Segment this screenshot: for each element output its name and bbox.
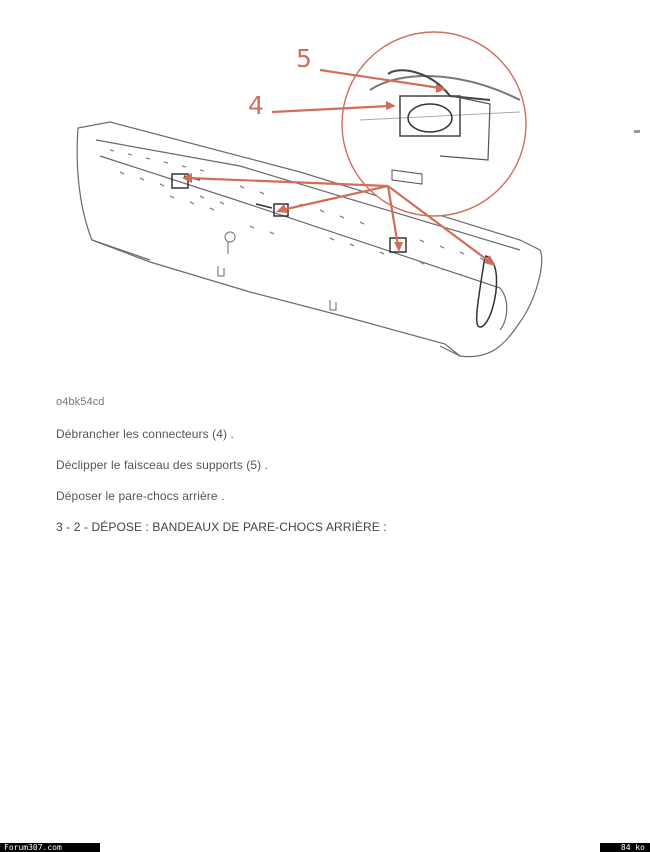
callout-4: 4 [248,91,264,120]
figure-reference: o4bk54cd [56,396,105,408]
scan-mark [634,130,640,133]
instruction-disconnect: Débrancher les connecteurs (4) . [56,427,234,441]
mounting-tabs [218,232,336,310]
section-heading: 3 - 2 - DÉPOSE : BANDEAUX DE PARE-CHOCS ARRIÈRE : [56,520,387,534]
bumper-diagram [0,0,650,380]
instruction-remove: Déposer le pare-chocs arrière . [56,489,225,503]
footer-size-label: 84 ko [600,843,650,852]
callout-5: 5 [296,44,312,73]
harness-loop [477,256,497,327]
instruction-unclip: Déclipper le faisceau des supports (5) . [56,458,269,472]
footer-site-label: Forum307.com [0,843,100,852]
detail-circle [342,32,526,216]
